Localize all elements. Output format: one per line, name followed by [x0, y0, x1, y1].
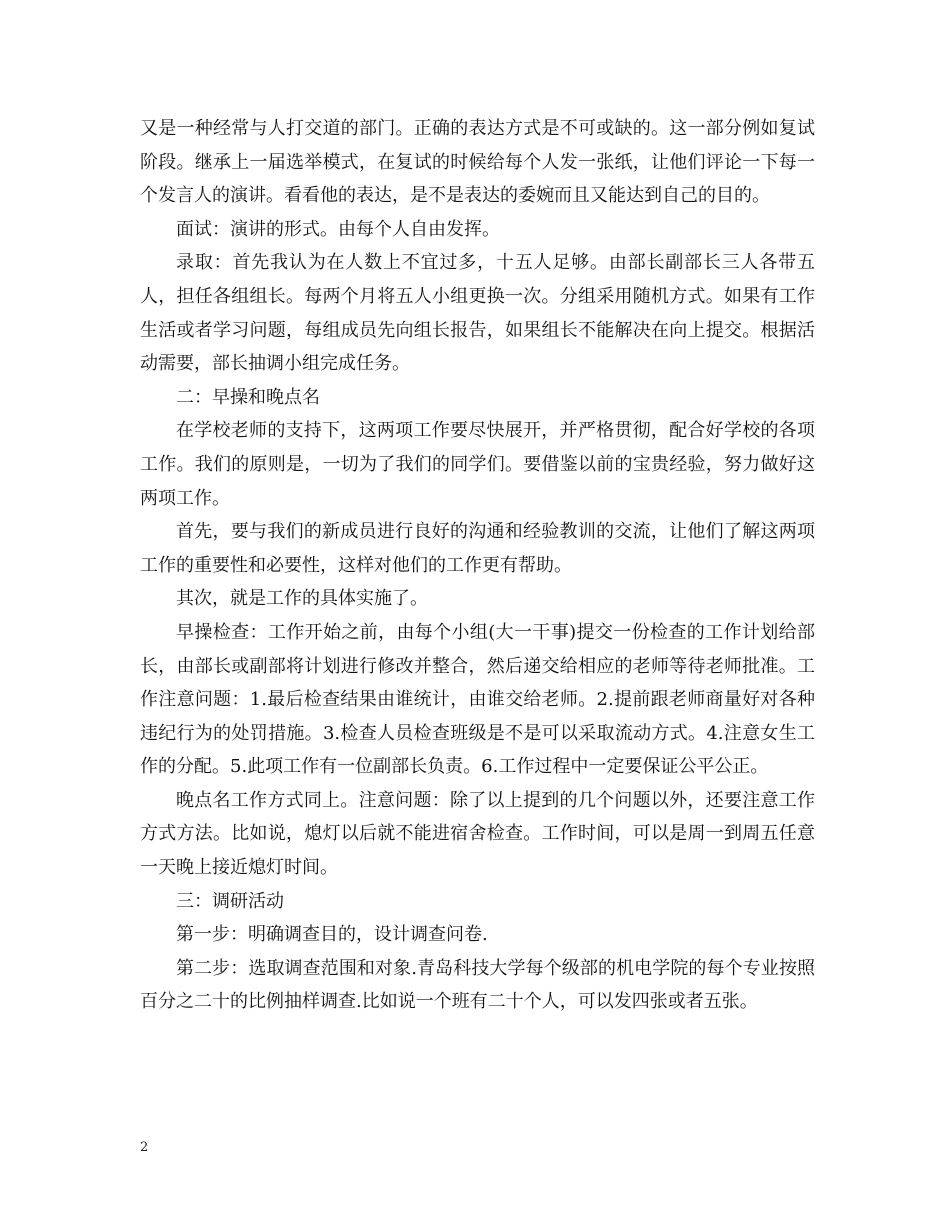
paragraph: 早操检查：工作开始之前，由每个小组(大一干事)提交一份检查的工作计划给部长，由部长或副部将计划进行修改并整合，然后递交给相应的老师等待老师批准。工作注意问题：1.最后检查结果由谁统计，由谁交给老师。2.提前跟老师商量好对各种违纪行为的处罚措施。3.检查人员检查班级是不是可以采取流动方式。4.注意女生工作的分配。5.此项工作有一位副部长负责。6.工作过程中一定要保证公平公正。 — [140, 621, 815, 778]
paragraph: 面试：演讲的形式。由每个人自由发挥。 — [176, 218, 500, 240]
paragraph: 其次，就是工作的具体实施了。 — [176, 588, 428, 610]
paragraph: 晚点名工作方式同上。注意问题：除了以上提到的几个问题以外，还要注意工作方式方法。比如说，熄灯以后就不能进宿舍检查。工作时间，可以是周一到周五任意一天晚上接近熄灯时间。 — [140, 789, 815, 879]
page-number: 2 — [140, 1140, 149, 1155]
paragraph: 第一步：明确调查目的，设计调查问卷. — [176, 924, 488, 946]
paragraph: 第二步：选取调查范围和对象.青岛科技大学每个级部的机电学院的每个专业按照百分之二十的比例抽样调查.比如说一个班有二十个人，可以发四张或者五张。 — [140, 957, 815, 1013]
paragraph: 录取：首先我认为在人数上不宜过多，十五人足够。由部长副部长三人各带五人，担任各组组长。每两个月将五人小组更换一次。分组采用随机方式。如果有工作生活或者学习问题，每组成员先向组长报告，如果组长不能解决在向上提交。根据活动需要，部长抽调小组完成任务。 — [140, 252, 815, 375]
paragraph: 首先，要与我们的新成员进行良好的沟通和经验教训的交流，让他们了解这两项工作的重要性和必要性，这样对他们的工作更有帮助。 — [140, 521, 815, 576]
section-heading: 二：早操和晚点名 — [176, 386, 320, 408]
section-heading: 三：调研活动 — [176, 890, 284, 912]
document-body — [140, 112, 815, 1019]
paragraph: 又是一种经常与人打交道的部门。正确的表达方式是不可或缺的。这一部分例如复试阶段。继承上一届选举模式，在复试的时候给每个人发一张纸，让他们评论一下每一个发言人的演讲。看看他的表达，是不是表达的委婉而且又能达到自己的目的。 — [140, 118, 815, 207]
paragraph: 在学校老师的支持下，这两项工作要尽快展开，并严格贯彻，配合好学校的各项工作。我们的原则是，一切为了我们的同学们。要借鉴以前的宝贵经验，努力做好这两项工作。 — [140, 420, 815, 509]
